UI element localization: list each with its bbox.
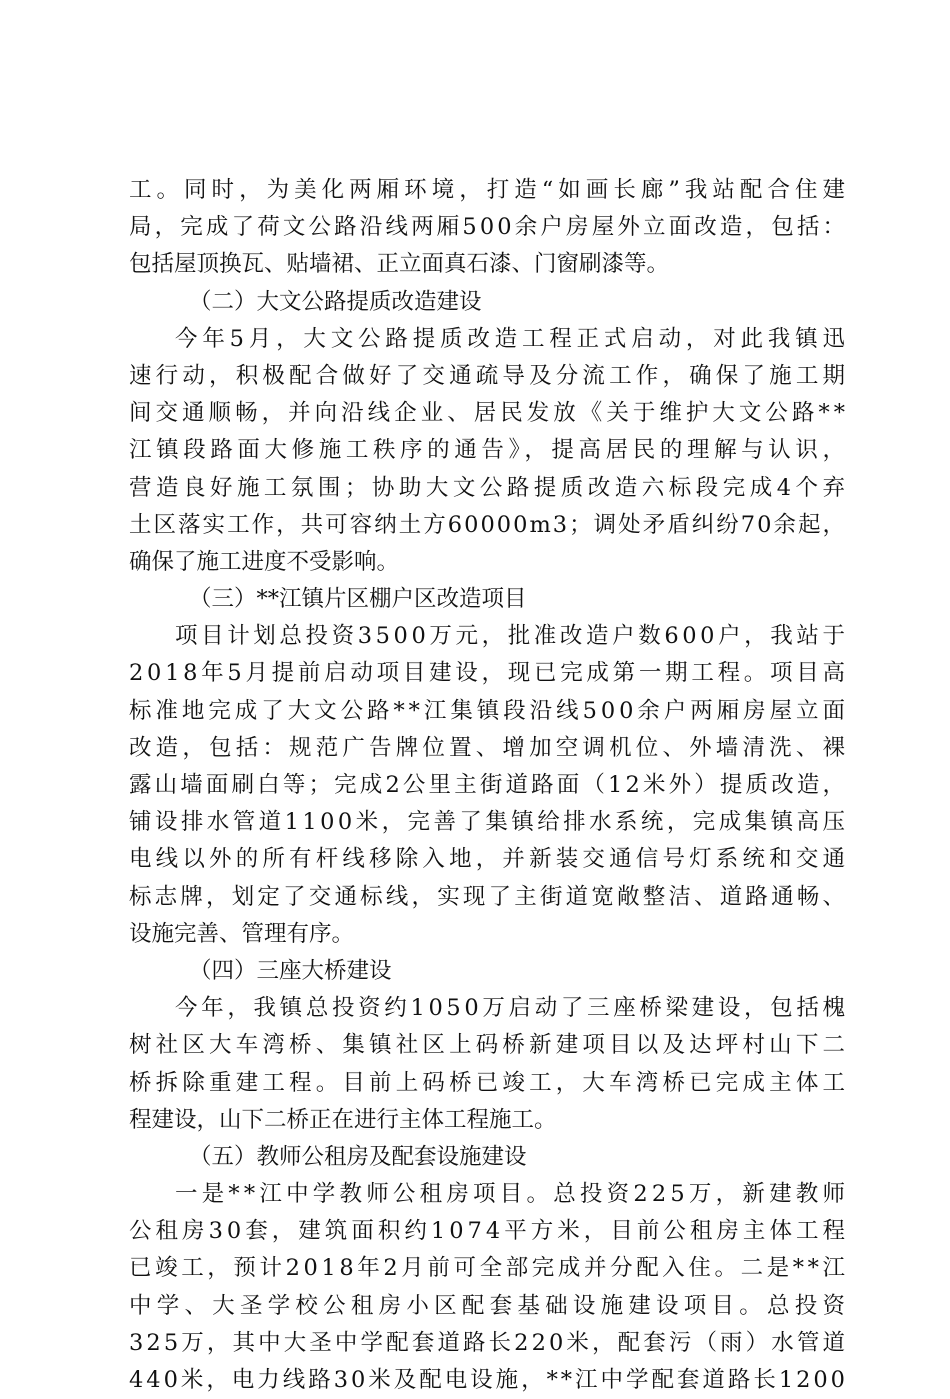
text-line: 桥拆除重建工程。目前上码桥已竣工，大车湾桥已完成主体工 — [129, 1069, 850, 1096]
text-line: 土区落实工作，共可容纳土方60000m3；调处矛盾纠纷70余起， — [129, 511, 848, 538]
text-line: 标志牌，划定了交通标线，实现了主街道宽敞整洁、道路通畅、 — [129, 883, 849, 910]
text-line: 设施完善、管理有序。 — [129, 920, 355, 947]
text-line: 程建设，山下二桥正在进行主体工程施工。 — [129, 1106, 557, 1133]
text-line: 工。同时，为美化两厢环境，打造“如画长廊”我站配合住建 — [129, 177, 851, 203]
text-line: 今年，我镇总投资约1050万启动了三座桥梁建设，包括槐 — [175, 995, 849, 1022]
text-line: 电线以外的所有杆线移除入地，并新装交通信号灯系统和交通 — [129, 846, 850, 873]
text-line: 速行动，积极配合做好了交通疏导及分流工作，确保了施工期 — [129, 362, 850, 389]
text-line: 露山墙面刷白等；完成2公里主街道路面（12米外）提质改造， — [129, 772, 849, 798]
section-heading: （四）三座大桥建设 — [189, 957, 392, 984]
text-line: 改造，包括：规范广告牌位置、增加空调机位、外墙清洗、裸 — [129, 734, 850, 761]
text-line: 包括屋顶换瓦、贴墙裙、正立面真石漆、门窗刷漆等。 — [129, 251, 670, 278]
text-line: 局，完成了荷文公路沿线两厢500余户房屋外立面改造，包括： — [129, 214, 849, 241]
text-line: 2018年5月提前启动项目建设，现已完成第一期工程。项目高 — [129, 660, 849, 687]
section-heading: （三）**江镇片区棚户区改造项目 — [189, 586, 527, 613]
section-heading: （二）大文公路提质改造建设 — [189, 288, 482, 315]
text-line: 公租房30套，建筑面积约1074平方米，目前公租房主体工程 — [129, 1218, 850, 1245]
text-line: 项目计划总投资3500万元，批准改造户数600户，我站于 — [175, 623, 849, 650]
text-line: 确保了施工进度不受影响。 — [129, 548, 400, 575]
text-line: 标准地完成了大文公路**江集镇段沿线500余户两厢房屋立面 — [129, 697, 849, 724]
text-line: 中学、大圣学校公租房小区配套基础设施建设项目。总投资 — [129, 1292, 851, 1319]
text-line: 间交通顺畅，并向沿线企业、居民发放《关于维护大文公路** — [129, 400, 850, 427]
text-line: 营造良好施工氛围；协助大文公路提质改造六标段完成4个弃 — [129, 474, 850, 501]
text-line: 树社区大车湾桥、集镇社区上码桥新建项目以及达坪村山下二 — [129, 1032, 850, 1059]
text-line: 一是**江中学教师公租房项目。总投资225万，新建教师 — [175, 1181, 850, 1208]
document-body — [129, 172, 851, 1399]
text-line: 今年5月，大文公路提质改造工程正式启动，对此我镇迅 — [175, 325, 850, 352]
text-line: 铺设排水管道1100米，完善了集镇给排水系统，完成集镇高压 — [129, 809, 849, 836]
text-line: 江镇段路面大修施工秩序的通告》，提高居民的理解与认识， — [129, 437, 850, 464]
text-line: 325万，其中大圣中学配套道路长220米，配套污（雨）水管道 — [129, 1329, 849, 1356]
text-line: 440米，电力线路30米及配电设施，**江中学配套道路长1200 — [129, 1367, 848, 1393]
text-line: 已竣工，预计2018年2月前可全部完成并分配入住。二是**江 — [129, 1255, 849, 1282]
section-heading: （五）教师公租房及配套设施建设 — [189, 1143, 527, 1170]
